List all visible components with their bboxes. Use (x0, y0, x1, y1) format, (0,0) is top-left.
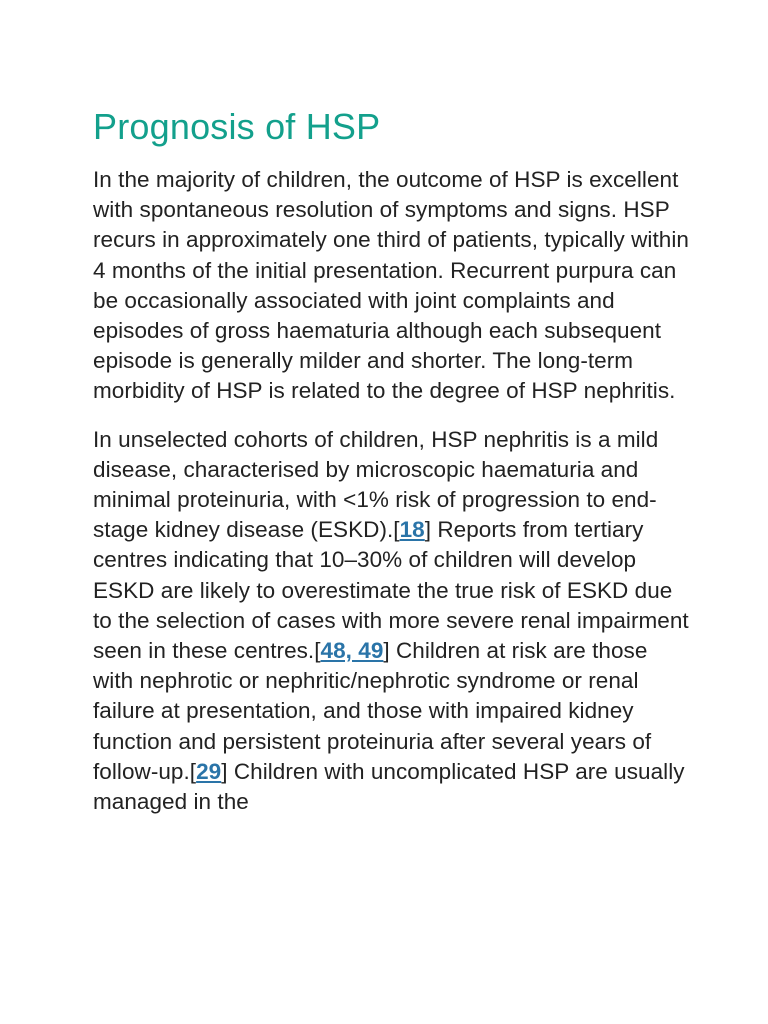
citation-link-18[interactable]: 18 (399, 517, 425, 543)
citation-link-48-49[interactable]: 48, 49 (320, 638, 384, 664)
paragraph-text: ] Children at risk are those with nephrotic or nephritic/nephrotic syndrome or renal failure at presentation, and those with impaired kidney function and persistent proteinuria after several years of follow-up.[ (93, 638, 652, 784)
paragraph-nephritis (93, 425, 693, 818)
page-title: Prognosis of HSP (93, 106, 381, 147)
citation-link-29[interactable]: 29 (196, 758, 222, 784)
paragraph-text: ] Children with uncomplicated HSP are usually managed in the (93, 758, 685, 815)
article (93, 103, 693, 835)
paragraph-prognosis: In the majority of children, the outcome of HSP is excellent with spontaneous resolution of symptoms and signs. HSP recurs in approximately one third of patients, typically within 4 months of the initial presentation. Recurrent purpura can be occasionally associated with joint complaints and episodes of gross haematuria although each subsequent episode is generally milder and shorter. The long-term morbidity of HSP is related to the degree of HSP nephritis. (93, 167, 689, 404)
paragraph-text: ] Reports from tertiary centres indicating that 10–30% of children will develop ESKD are likely to overestimate the true risk of ESKD due to the selection of cases with more severe renal impairment seen in these centres.[ (93, 517, 689, 664)
paragraph-text: In unselected cohorts of children, HSP nephritis is a mild disease, characterised by microscopic haematuria and minimal proteinuria, with <1% risk of progression to end-stage kidney disease (ESKD).[ (93, 426, 659, 543)
